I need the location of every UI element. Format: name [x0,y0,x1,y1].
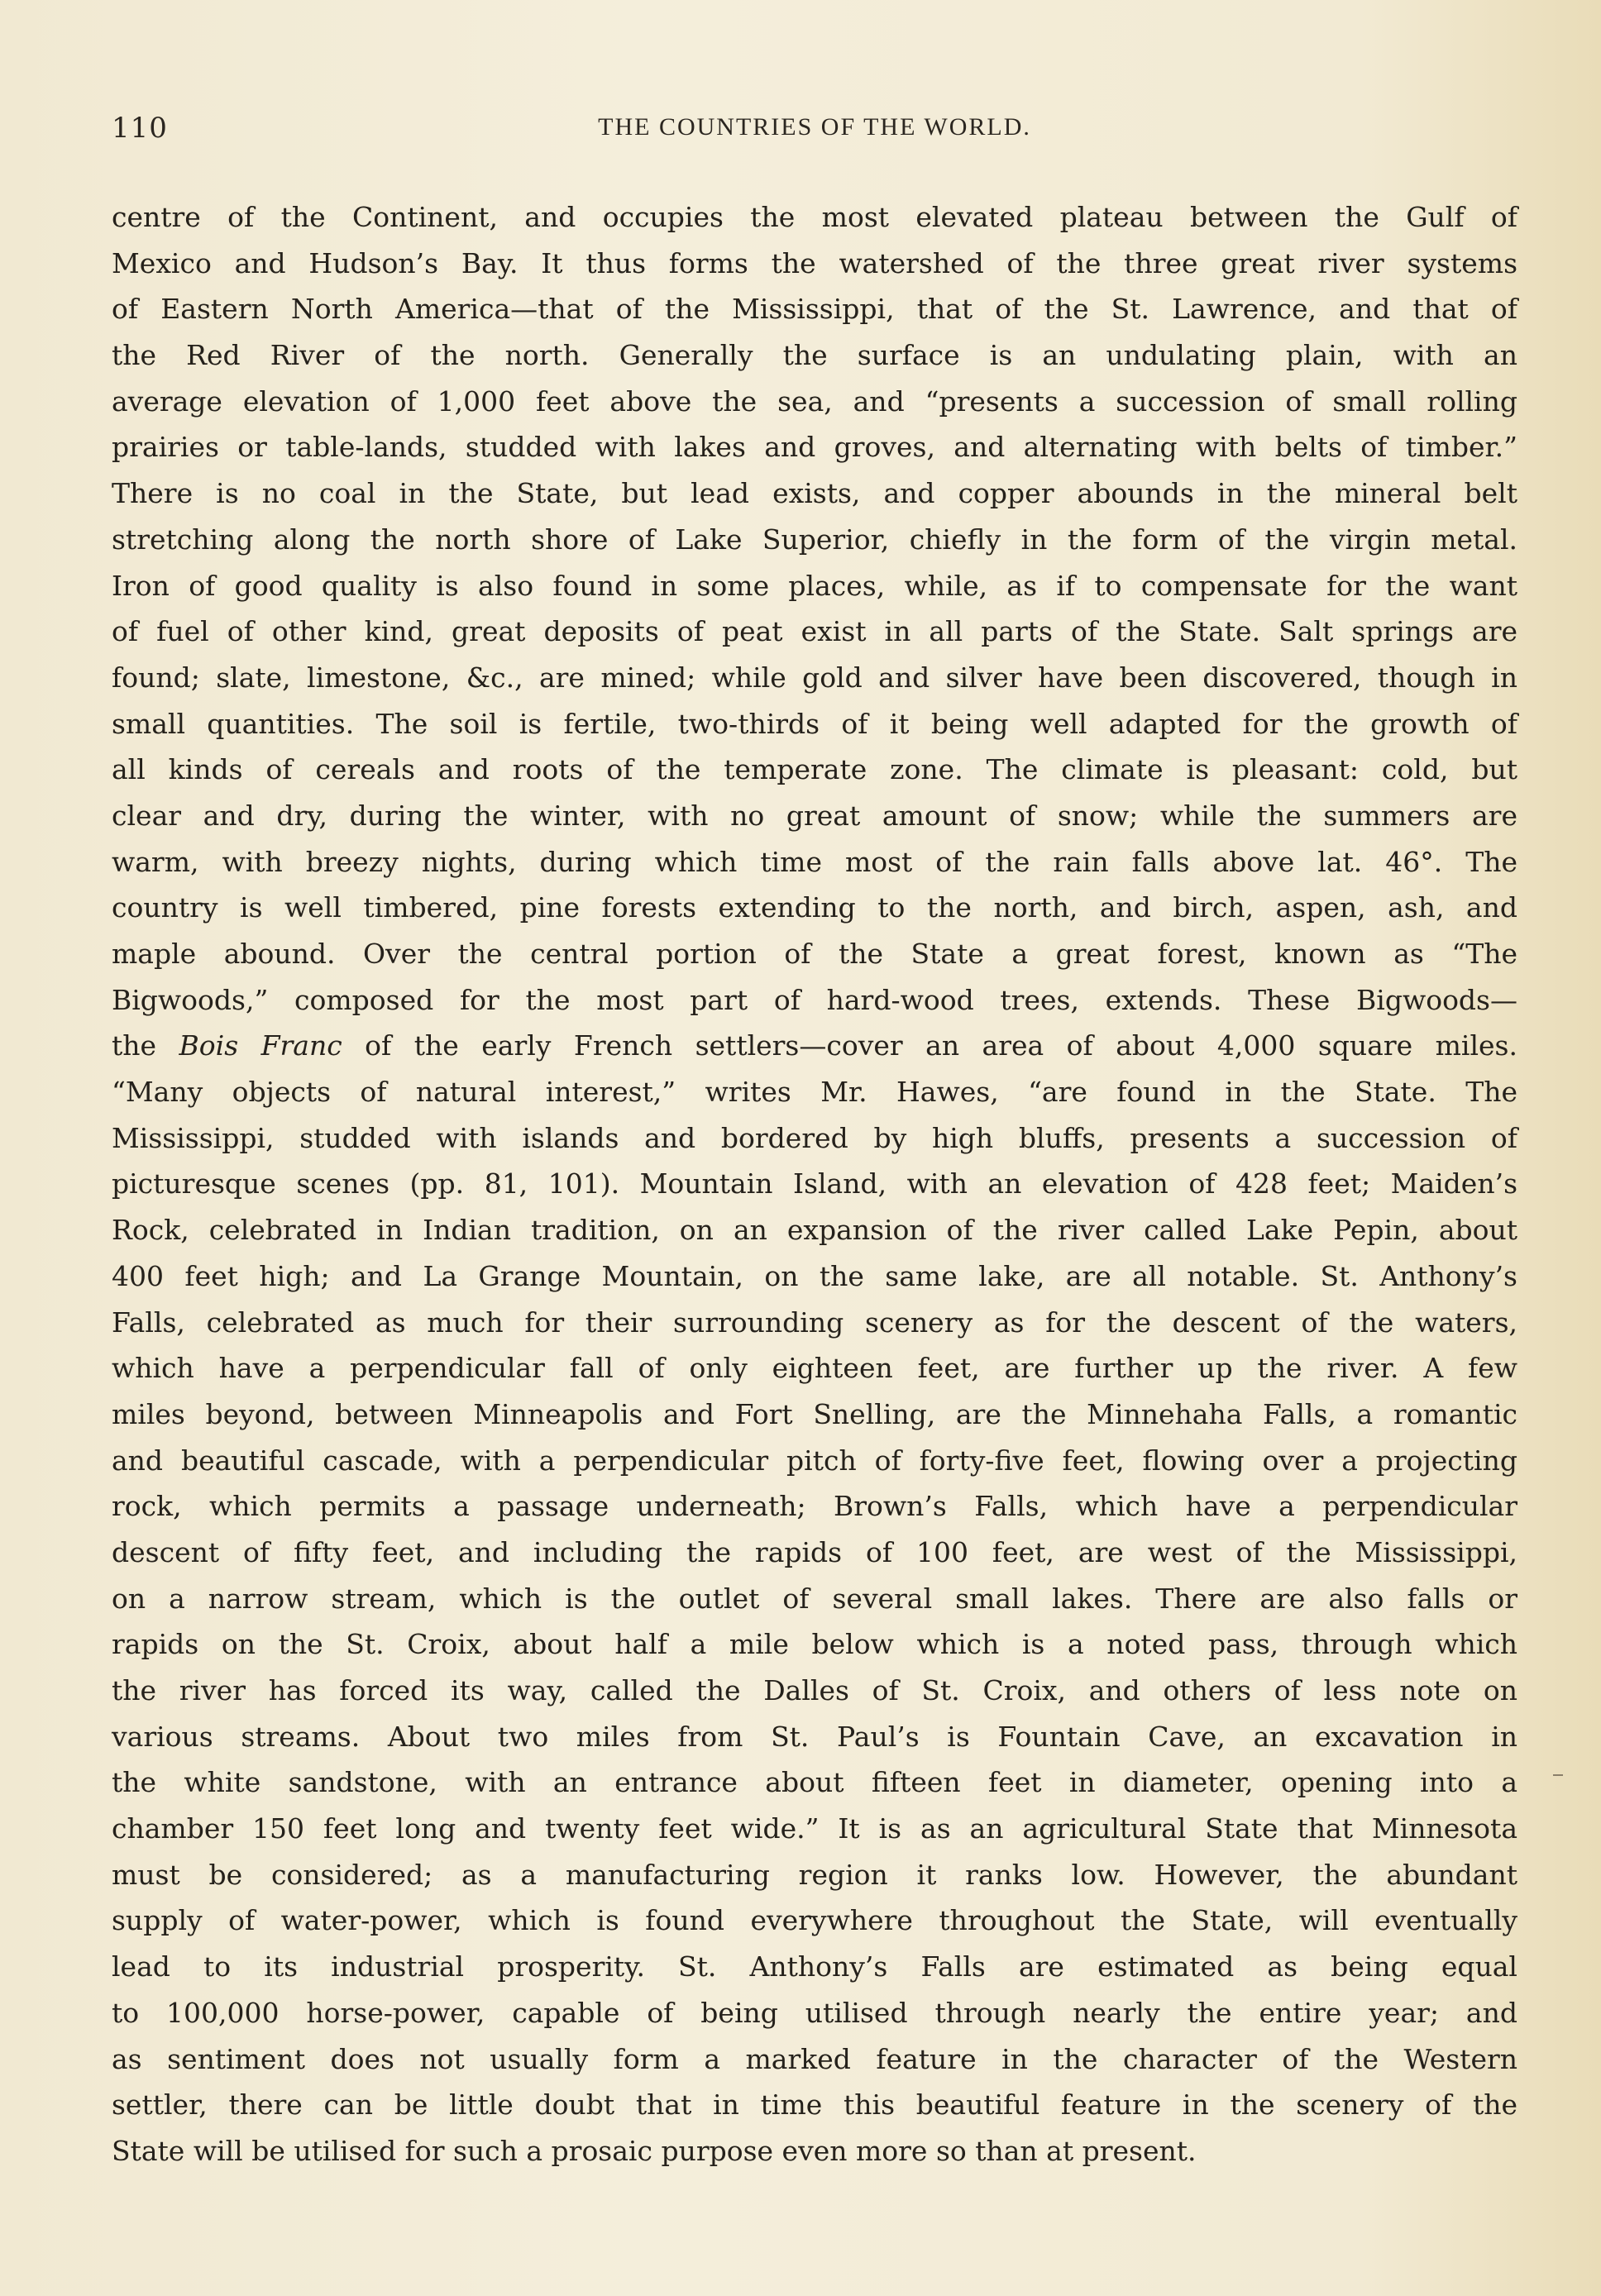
text-line: rapids on the St. Croix, about half a mile below which is a noted pass, through which [112,1628,1517,1661]
text-fragment: the [112,1029,179,1062]
text-line: Falls, celebrated as much for their surrounding scenery as for the descent of the waters, [112,1306,1517,1339]
text-line: lead to its industrial prosperity. St. Anthony’s Falls are estimated as being equal [112,1950,1517,1983]
text-line: small quantities. The soil is fertile, two-thirds of it being well adapted for the growth of [112,707,1517,740]
text-line: There is no coal in the State, but lead exists, and copper abounds in the mineral belt [112,477,1517,510]
text-line: Bigwoods,” composed for the most part of hard-wood trees, extends. These Bigwoods— [112,983,1517,1016]
text-line: country is well timbered, pine forests extending to the north, and birch, aspen, ash, and [112,891,1517,924]
text-line: the river has forced its way, called the Dalles of St. Croix, and others of less note on [112,1674,1517,1706]
text-line: clear and dry, during the winter, with no great amount of snow; while the summers are [112,799,1517,832]
italic-term-bois-franc: Bois Franc [179,1029,342,1062]
body-text [112,194,1517,2174]
text-line: Mississippi, studded with islands and bordered by high bluffs, presents a succession of [112,1121,1517,1154]
text-line: stretching along the north shore of Lake Superior, chiefly in the form of the virgin metal. [112,523,1517,556]
text-line: Mexico and Hudson’s Bay. It thus forms the watershed of the three great river systems [112,246,1517,279]
text-line: the Red River of the north. Generally the surface is an undulating plain, with an [112,339,1517,372]
text-line-bois-franc [112,1023,1517,1069]
text-line: all kinds of cereals and roots of the temperate zone. The climate is pleasant: cold, but [112,753,1517,786]
running-head: THE COUNTRIES OF THE WORLD. [598,113,1031,141]
margin-mark [1553,1774,1563,1776]
text-line: miles beyond, between Minneapolis and Fort Snelling, are the Minnehaha Falls, a romantic [112,1397,1517,1430]
text-line: maple abound. Over the central portion of the State a great forest, known as “The [112,938,1517,970]
text-line: and beautiful cascade, with a perpendicular pitch of forty-five feet, flowing over a projecting [112,1444,1517,1477]
text-line: settler, there can be little doubt that in time this beautiful feature in the scenery of the [112,2088,1517,2122]
text-line: “Many objects of natural interest,” writes Mr. Hawes, “are found in the State. The [112,1076,1517,1109]
text-line: to 100,000 horse-power, capable of being utilised through nearly the entire year; and [112,1996,1517,2029]
text-line: of Eastern North America—that of the Mississippi, that of the St. Lawrence, and that of [112,293,1517,326]
text-line: prairies or table-lands, studded with lakes and groves, and alternating with belts of timber.” [112,431,1517,464]
text-fragment: of the early French settlers—cover an area of about 4,000 square miles. [342,1029,1517,1062]
text-line: supply of water-power, which is found everywhere throughout the State, will eventually [112,1904,1517,1937]
text-line: Iron of good quality is also found in some places, while, as if to compensate for the want [112,569,1517,602]
text-line: of fuel of other kind, great deposits of peat exist in all parts of the State. Salt springs are [112,615,1517,648]
text-line-last: State will be utilised for such a prosaic purpose even more so than at present. [112,2134,1197,2167]
text-line: various streams. About two miles from St. Paul’s is Fountain Cave, an excavation in [112,1720,1517,1753]
text-line: picturesque scenes (pp. 81, 101). Mountain Island, with an elevation of 428 feet; Maiden’s [112,1167,1517,1201]
text-line: on a narrow stream, which is the outlet of several small lakes. There are also falls or [112,1582,1517,1615]
text-line: rock, which permits a passage underneath; Brown’s Falls, which have a perpendicular [112,1490,1517,1523]
text-line: average elevation of 1,000 feet above the sea, and “presents a succession of small rolling [112,384,1517,418]
text-line: as sentiment does not usually form a marked feature in the character of the Western [112,2042,1517,2075]
text-line: warm, with breezy nights, during which time most of the rain falls above lat. 46°. The [112,845,1517,878]
text-line: descent of fifty feet, and including the rapids of 100 feet, are west of the Mississippi, [112,1535,1517,1568]
text-line: which have a perpendicular fall of only eighteen feet, are further up the river. A few [112,1352,1517,1385]
text-line: 400 feet high; and La Grange Mountain, on the same lake, are all notable. St. Anthony’s [112,1259,1517,1292]
page-header [112,112,1517,161]
text-line: found; slate, limestone, &c., are mined; while gold and silver have been discovered, though in [112,661,1517,694]
text-line: the white sandstone, with an entrance about fifteen feet in diameter, opening into a [112,1766,1517,1799]
text-line: centre of the Continent, and occupies the most elevated plateau between the Gulf of [112,201,1517,233]
text-line: chamber 150 feet long and twenty feet wide.” It is as an agricultural State that Minnesota [112,1812,1517,1845]
page-number: 110 [112,112,168,145]
text-line: Rock, celebrated in Indian tradition, on an expansion of the river called Lake Pepin, about [112,1214,1517,1247]
text-line: must be considered; as a manufacturing region it ranks low. However, the abundant [112,1858,1517,1891]
